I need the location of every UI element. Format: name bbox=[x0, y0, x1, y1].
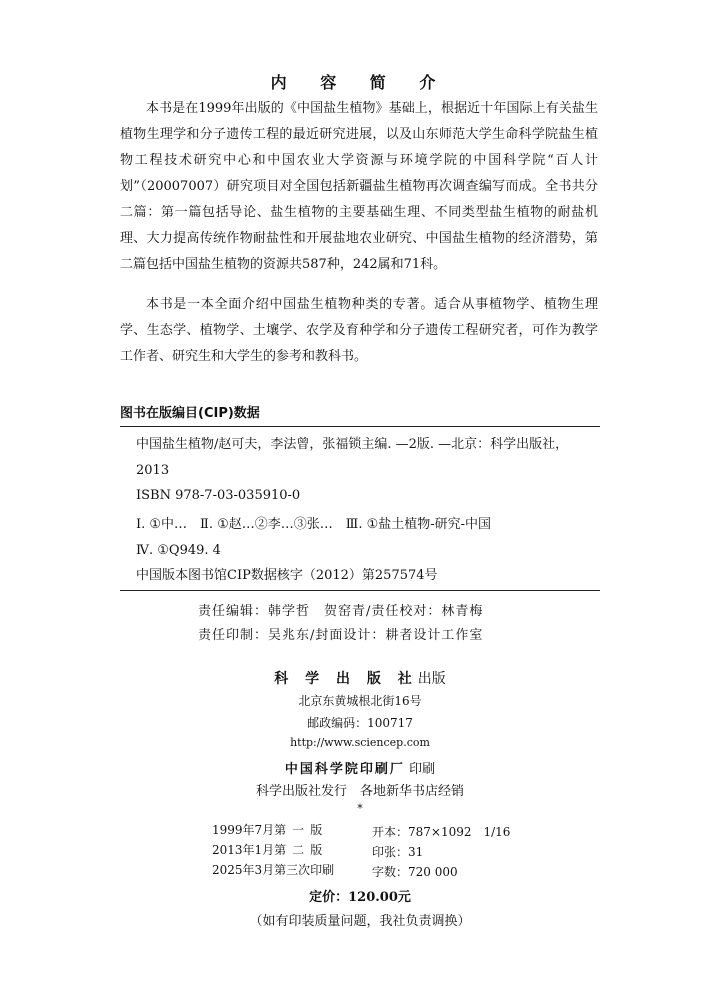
edition-number: 一 bbox=[292, 823, 305, 837]
summary-paragraph-2: 本书是一本全面介绍中国盐生植物种类的专著。适合从事植物学、植物生理学、生态学、植物学、土壤学、农学及育种学和分子遗传工程研究者，可作为教学工作者、研究生和大学生的参考和教科书。 bbox=[120, 297, 598, 364]
edition-line bbox=[212, 820, 322, 840]
publisher-line bbox=[0, 668, 720, 688]
distribution: 科学出版社发行 各地新华书店经销 bbox=[255, 784, 464, 799]
spec-words: 字数：720 000 bbox=[372, 865, 458, 879]
printer-name: 中国科学院印刷厂 bbox=[284, 762, 405, 777]
divider bbox=[120, 590, 600, 591]
publisher-suffix: 出版 bbox=[417, 671, 446, 687]
cip-bibliographic: 中国盐生植物/赵可夫，李法曾，张福锁主编. —2版. —北京：科学出版社，2013 bbox=[136, 437, 569, 478]
spec-format: 开本：787×1092 1/16 bbox=[372, 825, 511, 839]
edition-date: 1999年7月第 bbox=[212, 823, 287, 837]
publisher-address: 北京东黄城根北街16号 bbox=[298, 694, 422, 708]
isbn: ISBN 978-7-03-035910-0 bbox=[136, 488, 301, 503]
cip-heading: 图书在版编目(CIP)数据 bbox=[120, 406, 260, 421]
edition-line bbox=[212, 860, 334, 880]
publisher-url: http://www.sciencep.com bbox=[290, 736, 430, 749]
edition-number: 二 bbox=[292, 843, 305, 857]
publisher-name: 科 学 出 版 社 bbox=[274, 671, 418, 687]
edition-line bbox=[212, 840, 322, 860]
edition-date: 2013年1月第 bbox=[212, 843, 287, 857]
quality-notice: （如有印装质量问题，我社负责调换） bbox=[249, 914, 471, 929]
summary-paragraph-1: 本书是在1999年出版的《中国盐生植物》基础上，根据近十年国际上有关盐生植物生理学和分子遗传工程的最近研究进展，以及山东师范大学生命科学院盐生植物工程技术研究中心和中国农业大学资源与环境学院的中国科学院“百人计划”（20007007）研究项目对全国包括新疆盐生植物再次调查编写而成。全书共分二篇：第一篇包括导论、盐生植物的主要基础生理、不同类型盐生植物的耐盐机理、大力提高传统作物耐盐性和开展盐地农业研究、中国盐生植物的经济潜势，第二篇包括中国盐生植物的资源共587种，242属和71科。 bbox=[120, 101, 598, 272]
cip-number: 中国版本图书馆CIP数据核字（2012）第257574号 bbox=[136, 568, 438, 583]
staff-line-1: 责任编辑：韩学哲 贺窑青/责任校对：林青梅 bbox=[198, 604, 484, 619]
classification-1: Ⅰ. ①中… Ⅱ. ①赵…②李…③张… Ⅲ. ①盐土植物-研究-中国 bbox=[136, 517, 492, 532]
printer-line bbox=[0, 758, 720, 777]
edition-label: 版 bbox=[310, 823, 323, 837]
postal-code: 邮政编码：100717 bbox=[307, 716, 413, 730]
edition-date: 2025年3月第三次印刷 bbox=[212, 863, 335, 877]
spec-sheets: 印张：31 bbox=[372, 845, 424, 859]
classification-2: Ⅳ. ①Q949. 4 bbox=[136, 543, 221, 558]
edition-label: 版 bbox=[310, 843, 323, 857]
staff-line-2: 责任印制：吴兆东/封面设计：耕者设计工作室 bbox=[198, 628, 484, 643]
separator-star: * bbox=[357, 802, 363, 815]
price: 定价：120.00元 bbox=[309, 890, 411, 905]
divider bbox=[120, 426, 600, 427]
printer-suffix: 印刷 bbox=[409, 762, 436, 777]
summary-title: 内 容 简 介 bbox=[270, 73, 450, 92]
